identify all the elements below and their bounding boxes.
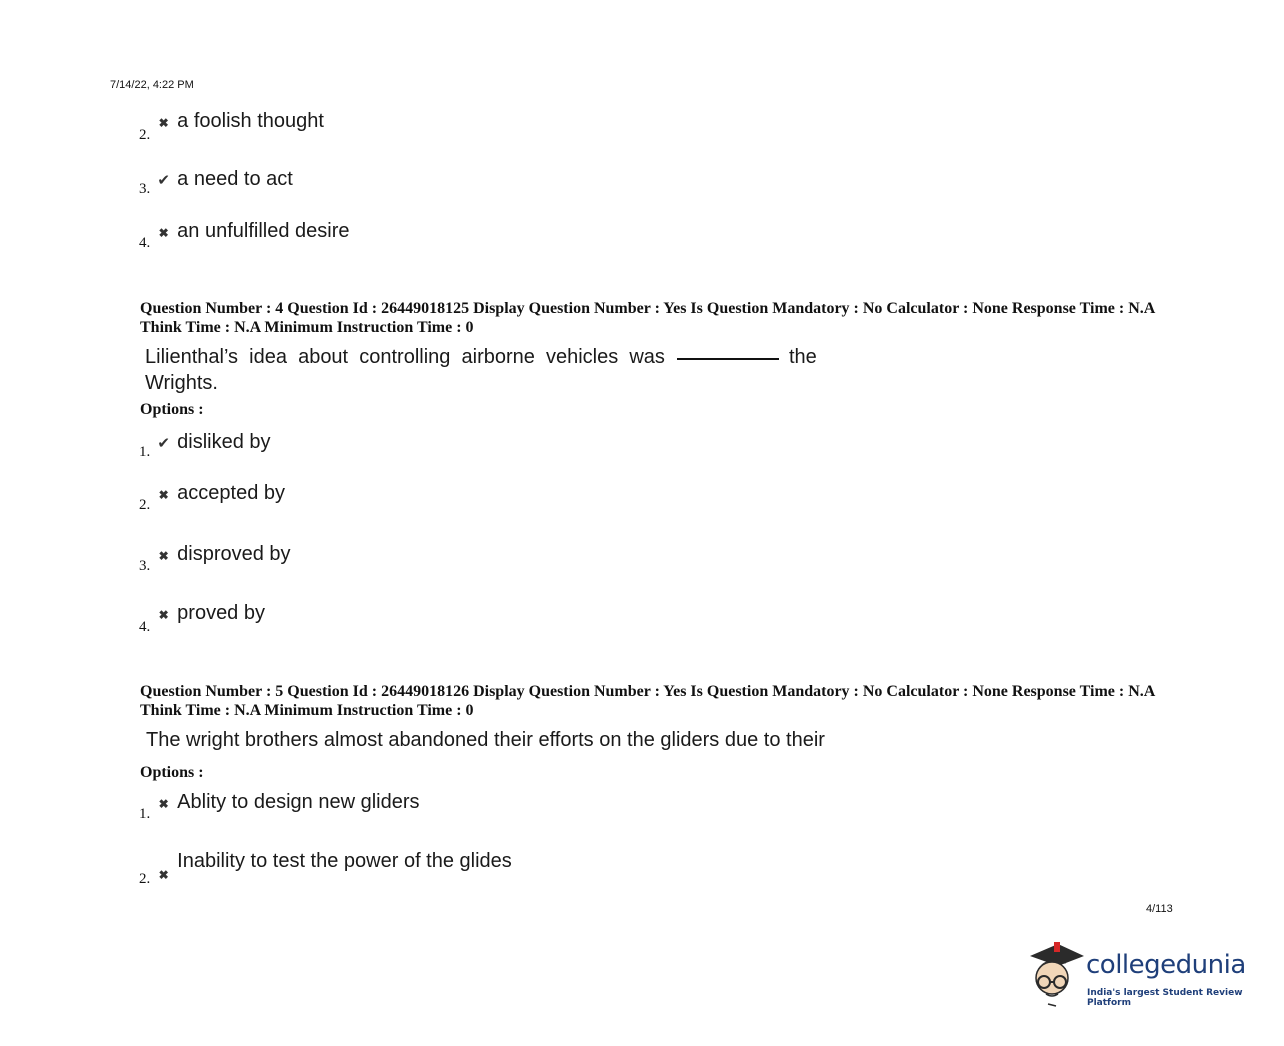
cross-icon: ✖ (158, 549, 169, 563)
option-text: disproved by (177, 543, 291, 565)
option-item (139, 220, 350, 251)
question-text-before: Lilienthal’s idea about controlling airborne vehicles was (145, 346, 665, 368)
answer-blank (677, 358, 779, 360)
question-meta: Question Number : 4 Question Id : 26449018125 Display Question Number : Yes Is Question Mandatory : No Calculator : None Response Time : N.A Think Time : N.A Minimum Instruction Time : 0 (140, 300, 1155, 336)
option-item (139, 168, 293, 197)
cross-icon: ✖ (158, 488, 169, 502)
option-number: 4. (139, 235, 151, 251)
mascot-logo-icon (1024, 938, 1088, 1008)
option-item (139, 543, 291, 574)
options-label: Options : (140, 401, 204, 418)
option-number: 3. (139, 558, 151, 574)
option-text: a need to act (177, 168, 293, 190)
option-text: an unfulfilled desire (177, 220, 350, 242)
page-number: 4/113 (1146, 903, 1173, 915)
option-item (139, 850, 512, 887)
option-number: 1. (139, 444, 151, 460)
option-text: Inability to test the power of the glides (177, 850, 512, 872)
cross-icon: ✖ (158, 226, 169, 240)
question-text-line2: Wrights. (145, 372, 218, 394)
option-text: a foolish thought (177, 110, 324, 132)
option-number: 3. (139, 181, 151, 197)
cross-icon: ✖ (158, 868, 169, 882)
option-number: 2. (139, 871, 151, 887)
option-item (139, 791, 420, 822)
check-icon: ✔ (157, 435, 170, 452)
cross-icon: ✖ (158, 116, 169, 130)
cross-icon: ✖ (158, 608, 169, 622)
option-number: 1. (139, 806, 151, 822)
brand-name: collegedunia (1086, 950, 1246, 980)
check-icon: ✔ (157, 172, 170, 189)
option-text: proved by (177, 602, 265, 624)
print-timestamp: 7/14/22, 4:22 PM (110, 79, 194, 91)
question-text-after: the (788, 346, 817, 368)
question-meta: Question Number : 5 Question Id : 26449018126 Display Question Number : Yes Is Question Mandatory : No Calculator : None Response Time : N.A Think Time : N.A Minimum Instruction Time : 0 (140, 683, 1155, 719)
option-number: 2. (139, 127, 151, 143)
option-text: accepted by (177, 482, 286, 504)
option-number: 4. (139, 619, 151, 635)
option-text: disliked by (177, 431, 271, 453)
cross-icon: ✖ (158, 797, 169, 811)
option-item (139, 431, 271, 460)
options-label: Options : (140, 764, 204, 781)
question-text (145, 346, 817, 369)
brand-tagline: India's largest Student Review Platform (1087, 988, 1243, 1008)
option-item (139, 602, 265, 635)
option-text: Ablity to design new gliders (177, 791, 420, 813)
option-number: 2. (139, 497, 151, 513)
option-item (139, 110, 324, 143)
question-text: The wright brothers almost abandoned their efforts on the gliders due to their (146, 729, 825, 751)
option-item (139, 482, 286, 513)
